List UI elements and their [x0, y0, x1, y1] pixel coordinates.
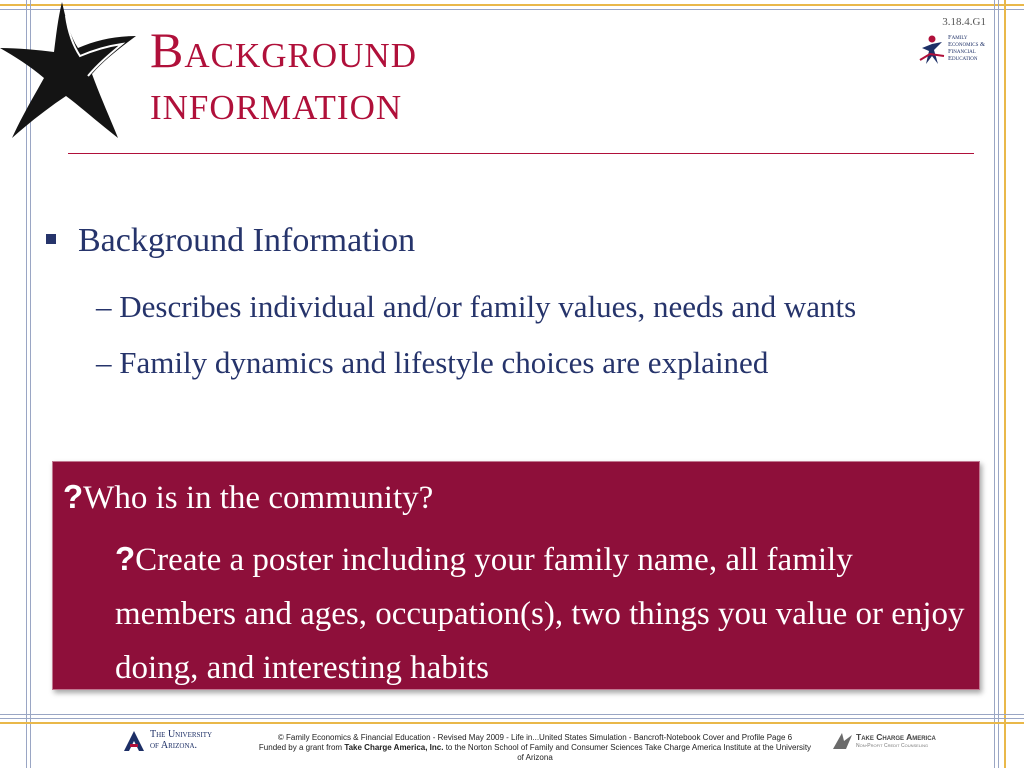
sub-bullet-values: – Describes individual and/or family values, needs and wants — [96, 289, 857, 324]
title-line-2: information — [150, 74, 403, 130]
callout-question-2: ?Create a poster including your family name, all family members and ages, occupation(s), two things you value or enjoy doing, and interesting habits — [115, 540, 965, 686]
callout-question-1: ?Who is in the community? — [63, 478, 434, 516]
frame-right-blue — [994, 0, 995, 768]
frame-bottom-gold — [0, 722, 1024, 724]
slide-title — [150, 24, 417, 128]
frame-bottom-blue — [0, 714, 1024, 715]
tca-name: Take Charge America — [856, 732, 936, 742]
tca-swoosh-icon — [832, 731, 854, 751]
ffe-logo-text: Family Economics & Financial Education — [948, 34, 986, 62]
square-bullet-icon — [46, 234, 56, 244]
take-charge-america-logo — [832, 730, 962, 752]
star-icon — [0, 0, 150, 150]
university-of-arizona-logo — [122, 727, 232, 755]
sub-bullet-dynamics: – Family dynamics and lifestyle choices are explained — [96, 345, 769, 380]
question-mark-icon: ? — [63, 478, 84, 515]
frame-top-gold — [0, 4, 1024, 6]
title-underline — [68, 153, 974, 154]
frame-right-blue-2 — [998, 0, 999, 768]
frame-bottom-blue-2 — [0, 718, 1024, 719]
ffe-figure-icon — [918, 34, 948, 68]
frame-top-blue — [0, 9, 1024, 10]
arizona-a-icon — [122, 729, 146, 753]
ua-text: The University of Arizona. — [150, 729, 213, 751]
bullet-background-information: Background Information — [46, 222, 415, 260]
ffe-logo — [918, 34, 988, 70]
question-mark-icon: ? — [115, 540, 136, 577]
footer-credits: © Family Economics & Financial Education - Revised May 2009 - Life in...United States Simulation - Bancroft-Notebook Cover and Profile Page 6 Funded by a grant from Take Charge America, Inc. to the Norton School of Family and Consumer Sciences Take Charge America Institute at the University of Arizona — [258, 733, 812, 762]
slide-code: 3.18.4.G1 — [942, 16, 986, 28]
title-line-1: Background — [150, 22, 417, 78]
frame-right-gold — [1004, 0, 1006, 768]
question-callout-box — [52, 461, 980, 690]
tca-subtitle: Non-Profit Credit Counseling — [856, 743, 929, 749]
